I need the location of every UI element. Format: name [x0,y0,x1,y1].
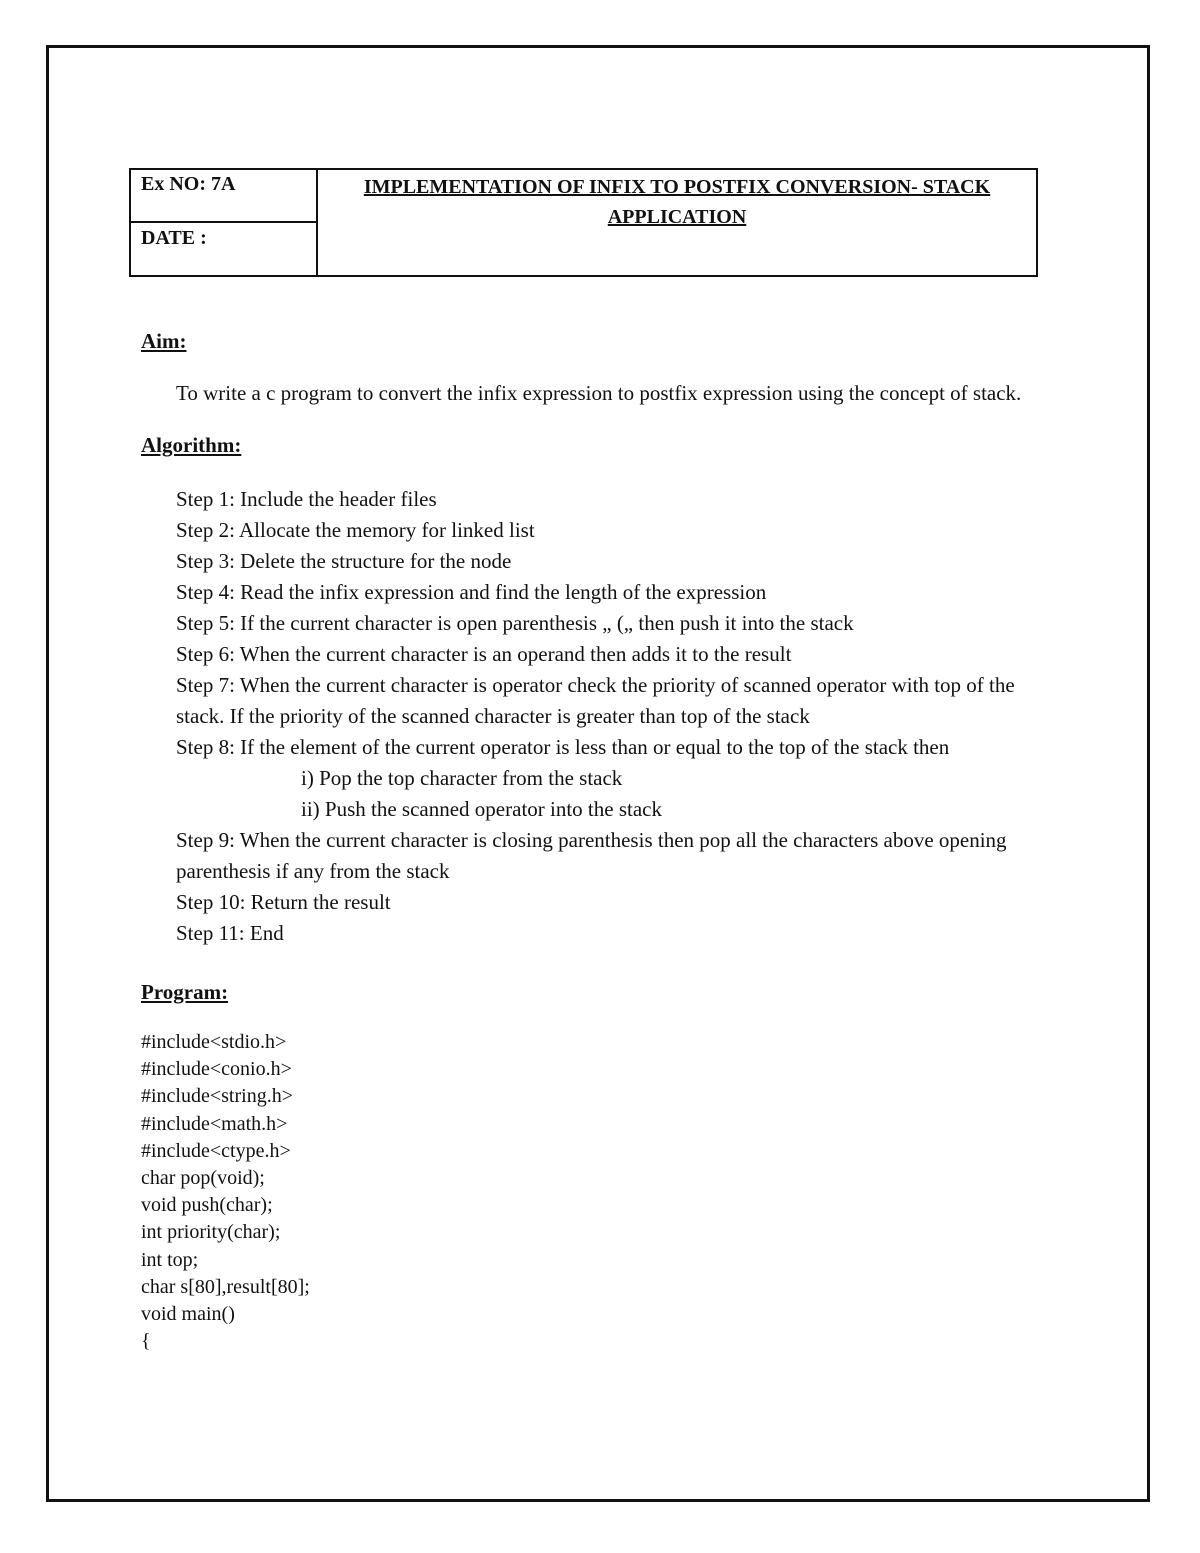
code-line: int priority(char); [141,1221,281,1244]
code-line: #include<string.h> [141,1085,293,1108]
exercise-number: Ex NO: 7A [131,170,316,223]
algorithm-step: Step 11: End [176,921,284,945]
aim-heading: Aim: [141,329,187,353]
code-line: int top; [141,1248,199,1271]
algorithm-step: Step 9: When the current character is closing parenthesis then pop all the characters above opening parenthesis if any from the stack [176,828,1007,883]
algorithm-heading: Algorithm: [141,433,242,457]
code-line: #include<ctype.h> [141,1139,291,1162]
header-left-column [131,170,318,275]
program-heading: Program: [141,980,229,1004]
algorithm-step: Step 8: If the element of the current operator is less than or equal to the top of the stack then [176,735,950,759]
algorithm-steps [176,484,1066,949]
program-code [141,1029,1071,1355]
aim-text: To write a c program to convert the infix expression to postfix expression using the concept of stack. [176,381,1022,405]
algorithm-step: Step 1: Include the header files [176,487,437,511]
algorithm-step: Step 6: When the current character is an operand then adds it to the result [176,642,792,666]
code-line: void main() [141,1303,235,1326]
code-line: char pop(void); [141,1167,265,1190]
code-line: { [141,1330,151,1353]
exercise-date: DATE : [141,227,207,249]
algorithm-step: Step 2: Allocate the memory for linked list [176,518,535,542]
algorithm-step: Step 4: Read the infix expression and find the length of the expression [176,580,767,604]
exercise-header-table [129,168,1038,277]
exercise-title: IMPLEMENTATION OF INFIX TO POSTFIX CONVERSION- STACK APPLICATION [363,176,991,228]
algorithm-substep: ii) Push the scanned operator into the stack [301,797,662,821]
algorithm-step: Step 7: When the current character is operator check the priority of scanned operator with top of the stack. If the priority of the scanned character is greater than top of the stack [176,673,1015,728]
algorithm-step: Step 10: Return the result [176,890,391,914]
code-line: char s[80],result[80]; [141,1275,310,1298]
code-line: #include<math.h> [141,1112,288,1135]
algorithm-substep: i) Pop the top character from the stack [301,766,623,790]
document-body [141,326,1071,1355]
algorithm-step: Step 5: If the current character is open parenthesis „ („ then push it into the stack [176,611,854,635]
algorithm-step: Step 3: Delete the structure for the node [176,549,512,573]
code-line: #include<stdio.h> [141,1031,287,1053]
code-line: #include<conio.h> [141,1058,292,1081]
code-line: void push(char); [141,1194,273,1217]
